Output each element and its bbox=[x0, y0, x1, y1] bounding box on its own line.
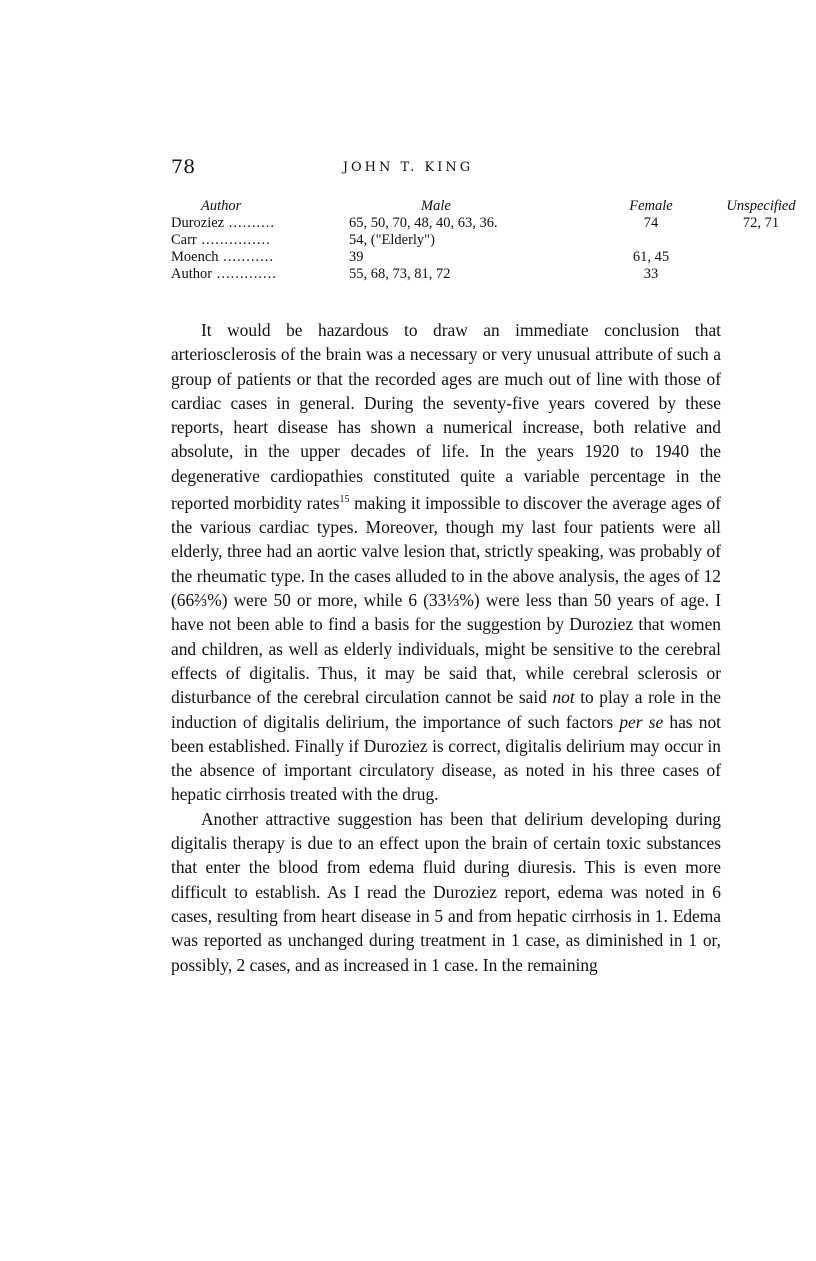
unspecified-cell: 72, 71 bbox=[742, 215, 780, 231]
table-header-row bbox=[171, 198, 811, 215]
author-cell: Carr ............... bbox=[171, 232, 271, 248]
age-table bbox=[171, 198, 811, 283]
page-number: 78 bbox=[171, 156, 196, 178]
unspecified-cell bbox=[711, 232, 811, 249]
body-text bbox=[171, 318, 721, 977]
male-cell: 39 bbox=[349, 249, 364, 265]
running-head: JOHN T. KING bbox=[342, 160, 474, 175]
female-cell bbox=[591, 232, 711, 249]
table-row bbox=[171, 249, 811, 266]
paragraph-1: It would be hazardous to draw an immediate conclusion that arteriosclerosis of the brain was a necessary or very unusual attribute of such a group of patients or that the recorded ages are much out of line with those of cardiac cases in general. During the seventy-five years covered by these reports, heart disease has shown a numerical increase, both relative and absolute, in the upper decades of life. In the years 1920 to 1940 the degenerative cardiopathies constituted quite a variable percentage in the reported morbidity rates$^{15}$ making it impossible to discover the average ages of the various cardiac types. Moreover, though my last four patients were all elderly, three had an aortic valve lesion that, strictly speaking, was probably of the rheumatic type. In the cases alluded to in the above analysis, the ages of 12 (66⅔%) were 50 or more, while 6 (33⅓%) were less than 50 years of age. I have not been able to find a basis for the suggestion by Duroziez that women and children, as well as elderly individuals, might be sensitive to the cerebral effects of digitalis. Thus, it may be said that, while cerebral sclerosis or disturbance of the cerebral circulation cannot be said not to play a role in the induction of digitalis delirium, the importance of such factors per se has not been established. Finally if Duroziez is correct, digitalis delirium may occur in the absence of important circulatory disease, as noted in his three cases of hepatic cirrhosis treated with the drug. bbox=[171, 320, 721, 805]
author-cell: Author ............. bbox=[171, 266, 277, 282]
author-cell: Duroziez .......... bbox=[171, 215, 276, 231]
header-author: Author bbox=[201, 198, 242, 214]
unspecified-cell bbox=[711, 249, 811, 266]
header-female: Female bbox=[629, 198, 673, 214]
male-cell: 55, 68, 73, 81, 72 bbox=[349, 266, 451, 282]
male-cell: 54, ("Elderly") bbox=[349, 232, 435, 248]
male-cell: 65, 50, 70, 48, 40, 63, 36. bbox=[349, 215, 498, 231]
female-cell: 61, 45 bbox=[632, 249, 670, 265]
author-cell: Moench ........... bbox=[171, 249, 275, 265]
header-male: Male bbox=[421, 198, 451, 214]
header-unspecified: Unspecified bbox=[726, 198, 796, 214]
table-row bbox=[171, 232, 811, 249]
table-row bbox=[171, 215, 811, 232]
unspecified-cell bbox=[711, 266, 811, 283]
paragraph-2: Another attractive suggestion has been that delirium developing during digitalis therapy is due to an effect upon the brain of certain toxic substances that enter the blood from edema fluid during diuresis. This is even more difficult to establish. As I read the Duroziez report, edema was noted in 6 cases, resulting from heart disease in 5 and from hepatic cirrhosis in 1. Edema was reported as unchanged during treatment in 1 case, as diminished in 1 or, possibly, 2 cases, and as increased in 1 case. In the remaining bbox=[171, 808, 721, 975]
female-cell: 74 bbox=[643, 215, 659, 231]
table-row bbox=[171, 266, 811, 283]
female-cell: 33 bbox=[643, 266, 659, 282]
footnote-ref: 15 bbox=[339, 494, 350, 506]
